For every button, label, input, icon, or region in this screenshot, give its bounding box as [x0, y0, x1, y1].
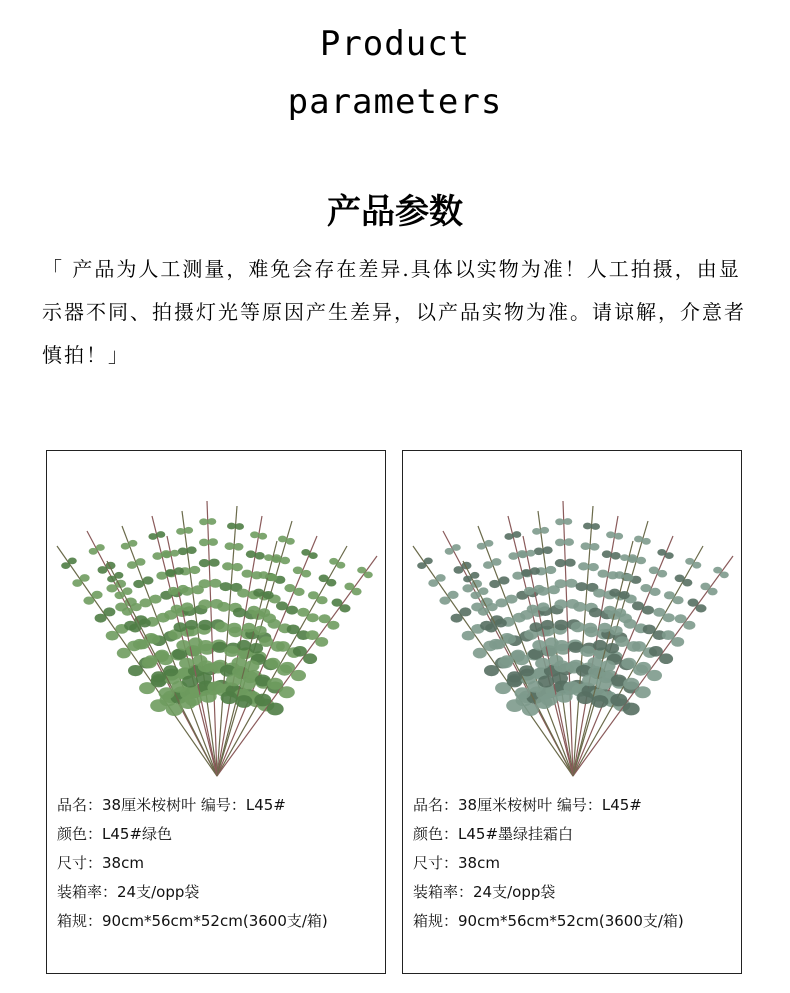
spec-color: 颜色：L45#绿色: [57, 825, 173, 843]
spec-carton: 箱规：90cm*56cm*52cm(3600支/箱): [413, 912, 684, 930]
spec-name: 品名：38厘米桉树叶 编号：L45#: [413, 796, 642, 814]
product-specs: [57, 791, 383, 936]
spec-packing: 装箱率：24支/opp袋: [57, 883, 200, 901]
eucalyptus-image-frosted: [403, 491, 742, 801]
title-zh: 产品参数: [327, 192, 463, 232]
spec-name: 品名：38厘米桉树叶 编号：L45#: [57, 796, 286, 814]
spec-size: 尺寸：38cm: [413, 854, 500, 872]
spec-packing: 装箱率：24支/opp袋: [413, 883, 556, 901]
product-card-green: [46, 450, 386, 974]
eucalyptus-image-green: [47, 491, 386, 801]
disclaimer-text: 「 产品为人工测量，难免会存在差异.具体以实物为准！人工拍摄，由显示器不同、拍摄灯光等原因产生差异，以产品实物为准。请谅解，介意者慎拍！」: [42, 257, 746, 367]
spec-color: 颜色：L45#墨绿挂霜白: [413, 825, 574, 843]
spec-size: 尺寸：38cm: [57, 854, 144, 872]
product-specs: [413, 791, 739, 936]
spec-carton: 箱规：90cm*56cm*52cm(3600支/箱): [57, 912, 328, 930]
title-en-line2: parameters: [287, 82, 503, 122]
product-card-frosted: [402, 450, 742, 974]
title-en-line1: Product: [319, 24, 471, 64]
